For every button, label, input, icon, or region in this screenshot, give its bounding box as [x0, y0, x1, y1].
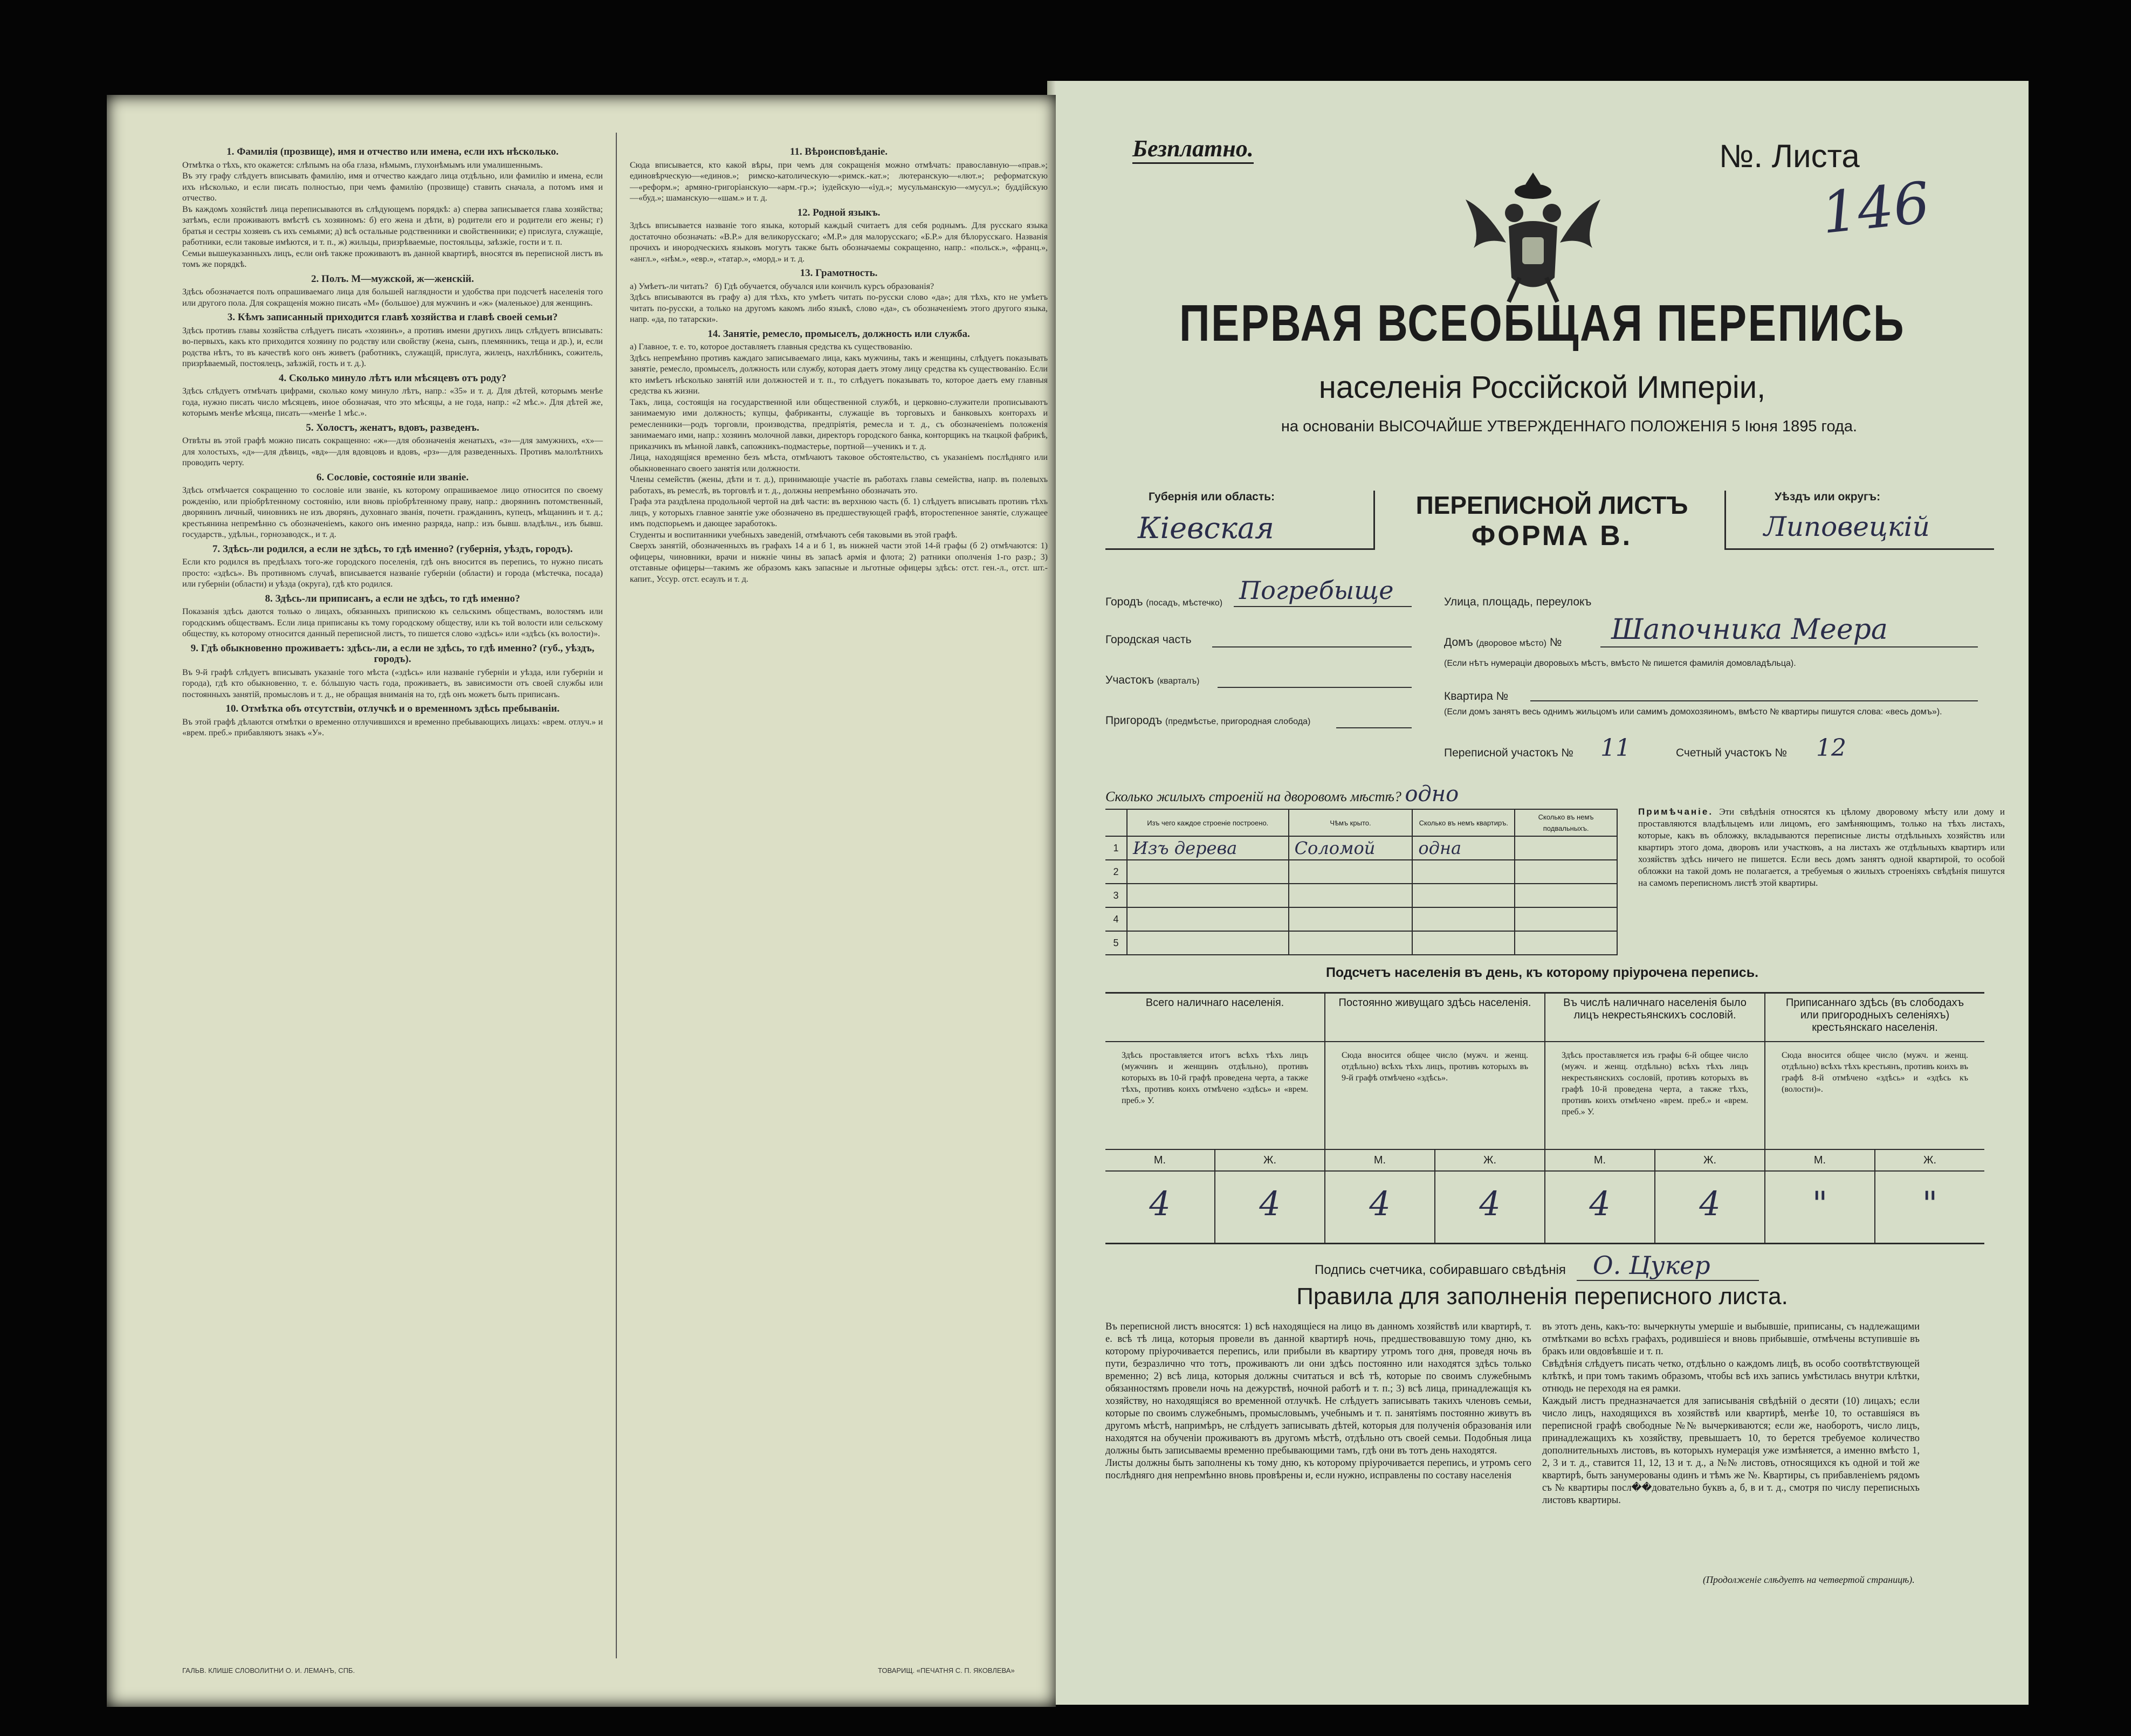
- building-cell-apts[interactable]: [1412, 860, 1515, 884]
- building-row: [1105, 884, 1617, 907]
- building-cell-material[interactable]: Изъ дерева: [1127, 836, 1289, 860]
- building-cell-roof[interactable]: [1289, 860, 1413, 884]
- gubernia-box: [1105, 491, 1375, 550]
- instruction-text: Въ 9-й графѣ слѣдуетъ вписывать указаніе того мѣста («здѣсь» или названіе губерніи и уѣзда, или губерніи и города), гдѣ кто обыкновенно, т. е. бóльшую часть года, проживаетъ, въ зависимости отъ своей службы или постоянныхъ занятій, промысловъ и т. д., не обращая вниманія на то, гдѣ онъ можетъ быть приписанъ.: [182, 667, 605, 699]
- instruction-text: Если кто родился въ предѣлахъ того-же городского поселенія, гдѣ онъ вносится въ перепись, то нужно писать просто: «здѣсь». Въ противномъ случаѣ, вписывается названіе губерніи (области) и города (мѣстечка, посада) или губерніи (области) и уѣзда (округа), гдѣ кто родился.: [182, 557, 605, 589]
- building-row-number: 5: [1105, 931, 1127, 955]
- instruction-heading: 1. Фамилія (прозвище), имя и отчество или имена, если ихъ нѣсколько.: [226, 146, 559, 157]
- buildings-answer[interactable]: одно: [1405, 782, 1459, 807]
- instruction-text: Въ этой графѣ дѣлаются отмѣтки о временно отлучившихся и временно пребывающихъ лицахъ: «врем. отлуч.» и «врем. преб.» прибавляютъ знакъ «У».: [182, 717, 605, 738]
- count-column-description: Сюда вносится общее число (мужч. и женщ. отдѣльно) всѣхъ тѣхъ лицъ, противъ которыхъ въ 9-й графѣ отмѣчено «здѣсь».: [1325, 1042, 1544, 1150]
- chast-field[interactable]: [1212, 623, 1412, 647]
- instruction-text: Здѣсь отмѣчается сокращенно то сословіе или званіе, къ которому опрашиваемое лицо относится по своему рожденію, или пріобрѣтенному состоянію, или вновь пріобрѣтенному праву, напр.: дворянинъ потомственный, дворянинъ личный, чиновникъ не изъ дворянъ, духовнаго званія, почетн. гражданинъ, купецъ, мѣщанинъ и т. д.; крестьянина непремѣнно съ обозначеніемъ, какого онъ именно разряда, напр.: изъ бывш. владѣльч., изъ бывш. государств., удѣльн., горнозаводск., и т. д.: [182, 486, 605, 539]
- building-cell-roof[interactable]: [1289, 931, 1413, 955]
- printer-credit-right: ТОВАРИЩ. «ПЕЧАТНЯ С. П. ЯКОВЛЕВА»: [878, 1666, 1015, 1675]
- perep-uchastok-label: Переписной участокъ №: [1444, 747, 1573, 759]
- gorod-note: (посадъ, мѣстечко): [1146, 598, 1223, 608]
- build-header-material: Изъ чего каждое строеніе построено.: [1127, 809, 1289, 836]
- column-divider: [616, 133, 617, 1658]
- count-column-description: Сюда вносится общее число (мужч. и женщ. отдѣльно) всѣхъ тѣхъ крестьянъ, противъ коихъ въ графѣ 8-й отмѣчено «здѣсь» и «здѣсь къ (волости)».: [1765, 1042, 1984, 1150]
- building-cell-basements[interactable]: [1515, 836, 1617, 860]
- imperial-eagle-emblem: [1455, 162, 1611, 307]
- instruction-heading: 10. Отмѣтка объ отсутствіи, отлучкѣ и о временномъ здѣсь пребываніи.: [225, 703, 560, 714]
- instruction-heading: 14. Занятіе, ремесло, промыселъ, должность или служба.: [707, 328, 970, 340]
- instructions-column-1: [182, 143, 603, 739]
- count-column-title: Приписаннаго здѣсь (въ слободахъ или пригородныхъ селеніяхъ) крестьянскаго населенія.: [1765, 994, 1984, 1042]
- printer-credit-left: ГАЛЬВ. КЛИШЕ СЛОВОЛИТНИ О. И. ЛЕМАНЪ, СПБ.: [182, 1666, 355, 1675]
- count-female-header: Ж.: [1923, 1154, 1937, 1166]
- building-cell-material[interactable]: [1127, 884, 1289, 907]
- building-row-number: 1: [1105, 836, 1127, 860]
- rules-column-2: въ этотъ день, какъ-то: вычеркнуты умершіе и выбывшіе, приписаны, съ надлежащими отмѣтками во всѣхъ графахъ, родившіеся и вновь прибывшіе, отмѣчены вступившіе въ бракъ или овдовѣвшіе и т. п. Свѣдѣнія слѣдуетъ писать четко, отдѣльно о каждомъ лицѣ, въ особо соотвѣтствующей клѣткѣ, и при томъ такимъ образомъ, чтобы всѣ ихъ запись умѣстилась внутри клѣтки, отнюдь не переходя на ея рамки. Каждый листъ предназначается для записыванія свѣдѣній о десяти (10) лицахъ; если число лицъ, находящихся въ хозяйствѣ или квартирѣ, менѣе 10, то оставшіяся въ переписной графѣ свободные №№ вычеркиваются; если же, наоборотъ, число лицъ, принадлежащихъ къ хозяйству, превышаетъ 10, то берется требуемое количество дополнительныхъ листовъ, въ которыхъ нумерація уже измѣняется, а именно вмѣсто 1, 2, 3 и т. д., ставится 11, 12, 13 и т. д., а №№ листовъ, относящихся къ одной и той же квартирѣ, быть занумерованы одинъ и тѣмъ же №. Квартиры, съ прибавленіемъ рядомъ съ № квартиры посл��довательно буквъ а, б, в и т. д., смотря по числу переписныхъ листовъ квартиры.: [1542, 1321, 1920, 1506]
- kvartira-label: Квартира №: [1444, 690, 1509, 702]
- count-column: [1325, 994, 1545, 1243]
- building-cell-basements[interactable]: [1515, 907, 1617, 931]
- note-text: Эти свѣдѣнія относятся къ цѣлому дворовому мѣсту или дому и проставляются владѣльцемъ или лицомъ, его замѣняющимъ, только на тѣхъ листахъ, которые, какъ въ обложку, вкладываются переписные листы отдѣльныхъ хозяйствъ или квартиръ этого дома, дворовъ или участковъ, а на листахъ же отдѣльныхъ квартиръ или хозяйствъ здѣсь ничего не пишется. Если весь домъ занятъ одной квартирой, то особой обложки на такой домъ не полагается, а требуемыя о жилыхъ строеніяхъ свѣдѣнія пишутся на самомъ переписномъ листѣ этой квартиры.: [1638, 807, 2005, 888]
- building-cell-basements[interactable]: [1515, 931, 1617, 955]
- form-type: ФОРМА В.: [1471, 520, 1633, 552]
- prigorod-label: [1105, 714, 1310, 727]
- build-header-apartments: Сколько въ немъ квартиръ.: [1412, 809, 1515, 836]
- buildings-question: [1105, 782, 1459, 807]
- rules-column-1: Въ переписной листъ вносятся: 1) всѣ находящіеся на лицо въ данномъ хозяйствѣ или квартирѣ, т. е. всѣ тѣ лица, которыя провели въ данной квартирѣ ночь, предшествовавшую тому дню, къ которому пріурочивается перепись, или прибыли въ квартиру утромъ того дня, проведя ночь въ пути, безразлично что тотъ, проживаютъ ли они здѣсь постоянно или находятся здѣсь только временно; 2) всѣ лица, которыя должны считаться и всѣ тѣ, которые по своимъ служебнымъ обязанностямъ провели ночь на дежурствѣ, ночной работѣ и т. п.; 3) всѣ лица, принадлежащія къ хозяйству, но находящіяся во временной отлучкѣ. Не слѣдуетъ записывать такихъ членовъ семьи, которые по своимъ служебнымъ, промысловымъ, учебнымъ и т. п. занятіямъ постоянно живутъ въ другомъ мѣстѣ, напримѣръ, не слѣдуетъ записывать дѣтей, которыя для полученія образованія или находятся на обученіи проживаютъ въ другомъ мѣстѣ, отдѣльно отъ своей семьи. Подобныя лица должны быть записываемы временно пребывающими тамъ, гдѣ они въ тотъ день находятся. Листы должны быть заполнены къ тому дню, къ которому пріурочивается перепись, и утромъ сего послѣдняго дня непремѣнно вновь провѣрены и, если нужно, исправлены по составу населенія: [1105, 1321, 1531, 1481]
- prigorod-note: (предмѣстье, пригородная слобода): [1165, 717, 1311, 726]
- building-cell-apts[interactable]: [1412, 931, 1515, 955]
- left-page-instructions: [107, 95, 1056, 1707]
- gorod-value: Погребыще: [1239, 576, 1394, 605]
- instruction-text: Отвѣты въ этой графѣ можно писать сокращенно: «ж»—для обозначенія женатыхъ, «з»—для замужнихъ, «х»—для холостыхъ, «д»—для дѣвицъ, «вд»—для вдовцовъ и вдовъ, «рз»—для разведенныхъ. Противъ малолѣтнихъ проводить черту.: [182, 436, 605, 467]
- instruction-text: а) Главное, т. е. то, которое доставляетъ главныя средства къ существованію. Здѣсь непремѣнно противъ каждаго записываемаго лица, какъ мужчины, такъ и женщины, слѣдуетъ показывать занятіе, ремесло, промыселъ, должность или службу, которая даетъ этому лицу средства къ существованію. Если кто имѣетъ нѣсколько занятій или должностей и т. п., то слѣдуетъ показывать то, которое даетъ ему главныя средства къ жизни. Такъ, лица, состоящія на государственной или общественной службѣ, и церковно-служители прописываютъ занимаемую ими должность; купцы, фабриканты, служащіе въ торговыхъ и банковыхъ конторахъ и ремесленники—родъ торговли, производства, предпріятія, ремесла и т. д., съ обозначеніемъ положенія занимаемаго ими, напр.: хозяинъ молочной лавки, директоръ городского банка, конторщикъ на ткацкой фабрикѣ, приказчикъ въ мѣнной лавкѣ, сапожникъ-подмастерье, портной—ученикъ и т. д. Лица, находящіяся временно безъ мѣста, отмѣчаютъ таковое обстоятельство, съ указаніемъ послѣдняго или обыкновеннаго своего занятія или должности. Члены семействъ (жены, дѣти и т. д.), принимающіе участіе въ работахъ главы семейства, напр. въ полевыхъ работахъ, въ ремеслѣ, въ торговлѣ и т. д., должны непремѣнно обозначать это. Графа эта раздѣлена продольной чертой на двѣ части: въ верхнюю часть (б. 1) слѣдуетъ вписывать противъ тѣхъ лицъ, у которыхъ главное занятіе уже обозначено въ предшествующей графѣ, второстепенное занятіе, служащее имъ подспорьемъ и дающее заработокъ. Студенты и воспитанники учебныхъ заведеній, отмѣчаютъ себя таковыми въ этой графѣ. Сверхъ занятій, обозначенныхъ въ графахъ 14 а и б 1, въ нижней части этой 14-й графы (б 2) отмѣчаются: 1) офицеры, чиновники, врачи и нижніе чины въ запасѣ армія и флота; 2) ратники ополченія 1-го разр.; 3) отставные офицеры—такимъ же образомъ какъ запасные и льготные офицеры здѣсь: отст. ген.-л., отст. шт.-капит., Уссур. отст. есаулъ и т. д.: [630, 342, 1048, 584]
- chast-label: Городская часть: [1105, 633, 1192, 646]
- count-male-header: М.: [1325, 1150, 1435, 1170]
- ulitsa-label: Улица, площадь, переулокъ: [1444, 596, 1592, 608]
- uchastok-field[interactable]: [1218, 663, 1412, 688]
- build-header-roof: Чѣмъ крыто.: [1289, 809, 1413, 836]
- uezd-label: Уѣздъ или округъ:: [1775, 491, 1881, 503]
- building-row-number: 2: [1105, 860, 1127, 884]
- census-title: ПЕРВАЯ ВСЕОБЩАЯ ПЕРЕПИСЬ: [1179, 294, 1906, 352]
- count-column-title: Постоянно живущаго здѣсь населенія.: [1325, 994, 1544, 1042]
- instruction-text: Здѣсь вписывается названіе того языка, который каждый считаетъ для себя роднымъ. Для русскаго языка достаточно обозначать: «В.Р.» для великорусскаго; «М.Р.» для малорусскаго; «Б.Р.» для бѣлорусскаго. Названія прочихъ и инородческихъ языковъ могутъ также быть обозначаемы сокращенно, напр.: «польск.», «франц.», «англ.», «нѣм.», «евр.», «татар.», «морд.» и т. д.: [630, 221, 1050, 264]
- count-female-header: Ж.: [1703, 1154, 1717, 1166]
- building-row: [1105, 907, 1617, 931]
- uchastok-note: (кварталъ): [1157, 677, 1200, 686]
- count-male-header: М.: [1765, 1150, 1875, 1170]
- count-female-header: Ж.: [1263, 1154, 1277, 1166]
- instruction-text: а) Умѣетъ-ли читать? б) Гдѣ обучается, обучался или кончилъ курсъ образованія? Здѣсь вписываются въ графу а) для тѣхъ, кто умѣетъ читать по-русски слово «да»; для тѣхъ, кто не умѣетъ читать по-русски, а только на другомъ какомъ либо языкѣ, слово «да», съ обозначеніемъ этого другого языка, напр. «да, по татарски».: [630, 281, 1048, 324]
- signature-value[interactable]: О. Цукер: [1577, 1251, 1759, 1281]
- dom-no-sign: №: [1549, 636, 1562, 649]
- instructions-column-2: [630, 143, 1048, 585]
- uezd-box: [1724, 491, 1994, 550]
- instruction-text: Здѣсь слѣдуетъ отмѣчать цифрами, сколько кому минуло лѣтъ, напр.: «35» и т. д. Для дѣтей, которымъ менѣе года, нужно писать число мѣсяцевъ, иное обозначая, что это мѣсяцы, а не года, напр.: «2 мѣс.». Для дѣтей же, которымъ менѣе мѣсяца, писать—«менѣе 1 мѣс.».: [182, 387, 605, 418]
- sheet-number-handwritten: 146: [1818, 169, 1933, 247]
- building-cell-material[interactable]: [1127, 907, 1289, 931]
- gubernia-label: Губернія или область:: [1149, 491, 1275, 503]
- building-cell-roof[interactable]: [1289, 907, 1413, 931]
- dom-note: (дворовое мѣсто): [1476, 639, 1546, 648]
- count-female-value[interactable]: 4: [1479, 1184, 1501, 1223]
- count-male-value[interactable]: ": [1765, 1172, 1875, 1243]
- instruction-heading: 2. Полъ. М—мужской, ж—женскій.: [311, 273, 474, 285]
- uezd-value[interactable]: Липовецкій: [1764, 511, 1930, 542]
- dom-label: [1444, 636, 1562, 649]
- building-cell-basements[interactable]: [1515, 860, 1617, 884]
- count-column: [1105, 994, 1325, 1243]
- building-cell-basements[interactable]: [1515, 884, 1617, 907]
- building-cell-apts[interactable]: одна: [1412, 836, 1515, 860]
- dom-value: Шапочника Меера: [1611, 614, 1888, 646]
- instruction-heading: 4. Сколько минуло лѣтъ или мѣсяцевъ отъ роду?: [278, 372, 507, 384]
- count-column-title: Всего наличнаго населенія.: [1105, 994, 1324, 1042]
- building-row-number: 4: [1105, 907, 1127, 931]
- building-cell-apts[interactable]: [1412, 884, 1515, 907]
- legal-basis: на основаніи ВЫСОЧАЙШЕ УТВЕРЖДЕННАГО ПОЛОЖЕНІЯ 5 Іюня 1895 года.: [1281, 418, 1858, 435]
- rules-title: Правила для заполненія переписного листа.: [1296, 1283, 1788, 1310]
- kvartira-hint: (Если домъ занятъ весь однимъ жильцомъ или самимъ домохозяиномъ, вмѣсто № квартиры пишутся слова: «весь домъ»).: [1444, 707, 1942, 717]
- count-female-header: Ж.: [1483, 1154, 1497, 1166]
- building-cell-roof[interactable]: [1289, 884, 1413, 907]
- instruction-text: Здѣсь обозначается полъ опрашиваемаго лица для большей наглядности и удобства при подсчетѣ населенія того или другого пола. Для сокращенія можно писать «М» (большое) для мужчинъ и «ж» (маленькое) для женщинъ.: [182, 287, 605, 308]
- instruction-text: Здѣсь противъ главы хозяйства слѣдуетъ писать «хозяинъ», а противъ имени другихъ лицъ слѣдуетъ вписывать: во-первыхъ, какъ кто приходится хозяину по родству или свойству (жена, сынъ, племянникъ, теща и др.), и, если родства нѣтъ, то въ качествѣ кого онъ живетъ (работникъ, служащій, прислуга, жилецъ, нахлѣбникъ, сожитель, призрѣваемый, постоялецъ, заѣзжій, гость и т. д.).: [182, 326, 605, 368]
- building-cell-roof[interactable]: Соломой: [1289, 836, 1413, 860]
- signature-label: Подпись счетчика, собиравшаго свѣдѣнія: [1315, 1263, 1566, 1277]
- buildings-note: [1638, 806, 2005, 889]
- building-row-number: 3: [1105, 884, 1127, 907]
- gorod-label-text: Городъ: [1105, 596, 1143, 608]
- count-male-header: М.: [1105, 1150, 1215, 1170]
- instruction-heading: 3. Кѣмъ записанный приходится главѣ хозяйства и главѣ своей семьи?: [227, 312, 558, 323]
- building-row: [1105, 836, 1617, 860]
- count-column-title: Въ числѣ наличнаго населенія было лицъ некрестьянскихъ сословій.: [1545, 994, 1764, 1042]
- signature-line: [1315, 1251, 1759, 1280]
- form-title: ПЕРЕПИСНОЙ ЛИСТЪ: [1415, 491, 1688, 519]
- schet-uchastok-value[interactable]: 12: [1816, 734, 1846, 762]
- dom-label-text: Домъ: [1444, 636, 1473, 649]
- instruction-heading: 8. Здѣсь-ли приписанъ, а если не здѣсь, то гдѣ именно?: [265, 593, 520, 604]
- count-column: [1765, 994, 1984, 1243]
- prigorod-field[interactable]: [1336, 704, 1412, 728]
- count-male-header: М.: [1545, 1150, 1655, 1170]
- count-column-description: Здѣсь проставляется изъ графы 6-й общее число (мужч. и женщ. отдѣльно) всѣхъ тѣхъ лицъ некрестьянскихъ сословій, противъ которыхъ въ графѣ 10-й проведена черта, а также тѣхъ, противъ коихъ отмѣчено «врем. преб.» и «врем. преб.» У.: [1545, 1042, 1764, 1150]
- perep-uchastok-value[interactable]: 11: [1600, 734, 1631, 762]
- instruction-heading: 12. Родной языкъ.: [797, 206, 881, 218]
- schet-uchastok-label: Счетный участокъ №: [1676, 747, 1788, 759]
- instruction-heading: 6. Сословіе, состояніе или званіе.: [316, 471, 469, 483]
- buildings-table: [1105, 809, 1618, 955]
- uchastok-label: [1105, 674, 1200, 687]
- building-cell-material[interactable]: [1127, 931, 1289, 955]
- form-title-block: [1401, 491, 1703, 552]
- instruction-heading: 13. Грамотность.: [800, 267, 878, 279]
- instruction-heading: 9. Гдѣ обыкновенно проживаетъ: здѣсь-ли, а если не здѣсь, то гдѣ именно? (губ., уѣздъ, городъ).: [190, 642, 597, 665]
- count-male-value[interactable]: 4: [1325, 1172, 1435, 1243]
- build-header-num: [1105, 809, 1127, 836]
- kvartira-field[interactable]: [1530, 677, 1978, 701]
- count-male-value[interactable]: 4: [1105, 1172, 1215, 1243]
- buildings-question-text: Сколько жилыхъ строеній на дворовомъ мѣстѣ?: [1105, 789, 1401, 804]
- prigorod-label-text: Пригородъ: [1105, 714, 1163, 727]
- gorod-label: [1105, 596, 1222, 609]
- count-female-value[interactable]: ": [1922, 1184, 1938, 1223]
- count-column-description: Здѣсь проставляется итогъ всѣхъ тѣхъ лицъ (мужчинъ и женщинъ отдѣльно), противъ которыхъ въ 10-й графѣ проведена черта, а также тѣхъ, противъ коихъ отмѣчено «здѣсь» и «врем. преб.» У.: [1105, 1042, 1324, 1150]
- count-female-value[interactable]: 4: [1259, 1184, 1281, 1223]
- census-subtitle: населенія Россійской Имперіи,: [1318, 370, 1766, 405]
- instruction-heading: 11. Вѣроисповѣданіе.: [789, 146, 888, 157]
- free-label: Безплатно.: [1132, 135, 1254, 164]
- count-table: [1105, 992, 1984, 1244]
- dom-hint: (Если нѣтъ нумераціи дворовыхъ мѣстъ, вмѣсто № пишется фамилія домовладѣльца).: [1444, 659, 1796, 668]
- instruction-text: Отмѣтка о тѣхъ, кто окажется: слѣпымъ на оба глаза, нѣмымъ, глухонѣмымъ или умалишеннымъ. Въ эту графу слѣдуетъ вписывать фамилію, имя и отчество каждаго лица отдѣльно, или фамилію и имена, если ихъ нѣсколько, и если писать полностью, при чемъ фамилію (прозвище) ставить сначала, а потомъ имя и отчество. Въ каждомъ хозяйствѣ лица переписываются въ слѣдующемъ порядкѣ: а) сперва записывается глава хозяйства; затѣмъ, если проживаютъ вмѣстѣ съ хозяиномъ: б) его жена и дѣти, в) родители его и родители его жены; г) братья и сестры хозяевъ съ ихъ семьями; д) всѣ остальные родственники и свойственники; е) прислуга, служащіе, работники, если таковые имѣются, и т. п., ж) жильцы, призрѣваемые, постояльцы, заѣзжіе, гости и т. п. Семьи вышеуказанныхъ лицъ, если онѣ также проживаютъ въ данной квартирѣ, вносятся въ переписной листъ въ томъ же порядкѣ.: [182, 160, 603, 269]
- instruction-text: Показанія здѣсь даются только о лицахъ, обязанныхъ припискою къ сельскимъ обществамъ, волостямъ или городскимъ обществамъ. Если лица приписаны къ тому городскому обществу, или къ той волости или сельскому обществу, къ которому относится данный переписной листъ, то пишется слово «здѣсь» или «здѣсь (къ волости)».: [182, 607, 605, 638]
- rules-continuation: (Продолженіе слѣдуетъ на четвертой страницѣ).: [1703, 1574, 1915, 1585]
- right-page-census-form: [1056, 81, 2029, 1705]
- instruction-heading: 5. Холостъ, женатъ, вдовъ, разведенъ.: [306, 422, 479, 433]
- sheet-number-label: №. Листа: [1719, 138, 1860, 174]
- build-header-basements: Сколько въ немъ подвальныхъ.: [1515, 809, 1617, 836]
- count-column: [1545, 994, 1765, 1243]
- note-title: Примѣчаніе.: [1638, 807, 1714, 817]
- building-cell-apts[interactable]: [1412, 907, 1515, 931]
- uchastok-label-text: Участокъ: [1105, 674, 1154, 686]
- building-row: [1105, 931, 1617, 955]
- gubernia-value[interactable]: Кіевская: [1138, 511, 1274, 545]
- instruction-heading: 7. Здѣсь-ли родился, а если не здѣсь, то гдѣ именно? (губернія, уѣздъ, городъ).: [212, 543, 573, 555]
- count-title: Подсчетъ населенія въ день, къ которому пріурочена перепись.: [1325, 965, 1759, 980]
- building-cell-material[interactable]: [1127, 860, 1289, 884]
- count-female-value[interactable]: 4: [1699, 1184, 1721, 1223]
- instruction-text: Сюда вписывается, кто какой вѣры, при чемъ для сокращенія можно отмѣчать: православную—«прав.»; единовѣрческую—«единов.»; римско-католическую—«римск.-кат.»; лютеранскую—«лют.»; реформатскую—«реформ.»; армяно-григоріанскую—«арм.-гр.»; іудейскую—«іуд.»; мусульманскую—«мусул.»; буддійскую—«буд.»; шаманскую—«шам.» и т. д.: [630, 160, 1050, 203]
- count-male-value[interactable]: 4: [1545, 1172, 1655, 1243]
- building-row: [1105, 860, 1617, 884]
